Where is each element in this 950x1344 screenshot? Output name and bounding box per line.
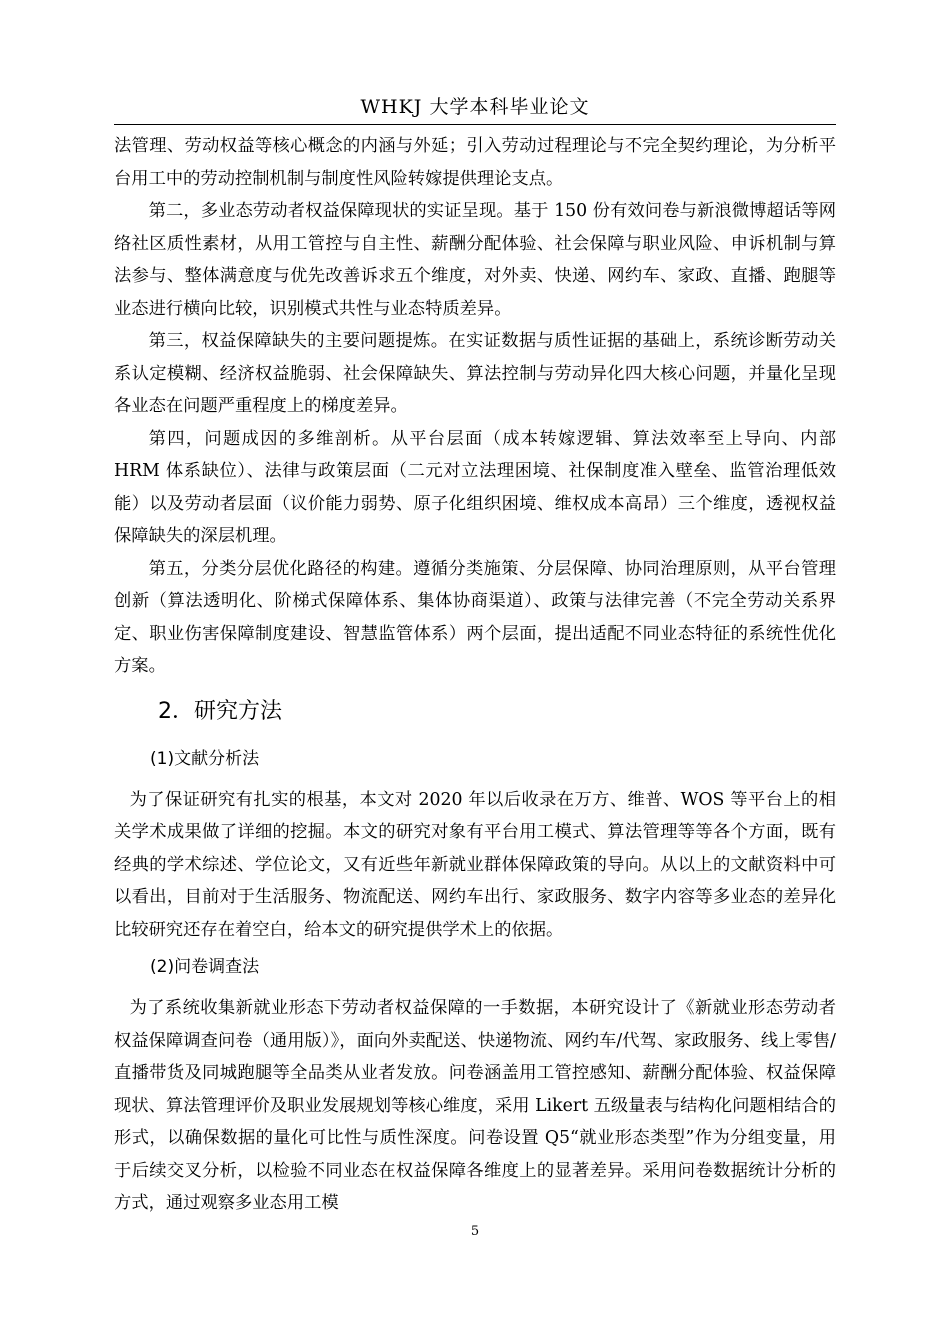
body-paragraph: 第四，问题成因的多维剖析。从平台层面（成本转嫁逻辑、算法效率至上导向、内部 HRM 体系缺位）、法律与政策层面（二元对立法理困境、社保制度准入壁垒、监管治理低效能）以及劳动者层面（议价能力弱势、原子化组织困境、维权成本高昂）三个维度，透视权益保障缺失的深层机理。 (114, 428, 836, 546)
page-header: WHKJ 大学本科毕业论文 (360, 96, 590, 118)
page-number: 5 (470, 1224, 480, 1239)
body-paragraph: 第三，权益保障缺失的主要问题提炼。在实证数据与质性证据的基础上，系统诊断劳动关系认定模糊、经济权益脆弱、社会保障缺失、算法控制与劳动异化四大核心问题，并量化呈现各业态在问题严重程度上的梯度差异。 (114, 331, 836, 416)
body-paragraph: 法管理、劳动权益等核心概念的内涵与外延；引入劳动过程理论与不完全契约理论，为分析平台用工中的劳动控制机制与制度性风险转嫁提供理论支点。 (114, 136, 836, 189)
body-paragraph: 为了保证研究有扎实的根基，本文对 2020 年以后收录在万方、维普、WOS 等平台上的相关学术成果做了详细的挖掘。本文的研究对象有平台用工模式、算法管理等等各个方面，既有经典的学术综述、学位论文，又有近些年新就业群体保障政策的导向。从以上的文献资料中可以看出，目前对于生活服务、物流配送、网约车出行、家政服务、数字内容等多业态的差异化比较研究还存在着空白，给本文的研究提供学术上的依据。 (114, 789, 836, 940)
body-paragraph: 为了系统收集新就业形态下劳动者权益保障的一手数据，本研究设计了《新就业形态劳动者权益保障调查问卷（通用版）》，面向外卖配送、快递物流、网约车/代驾、家政服务、线上零售/直播带货及同城跑腿等全品类从业者发放。问卷涵盖用工管控感知、薪酬分配体验、权益保障现状、算法管理评价及职业发展规划等核心维度，采用 Likert 五级量表与结构化问题相结合的形式，以确保数据的量化可比性与质性深度。问卷设置 Q5“就业形态类型”作为分组变量，用于后续交叉分析，以检验不同业态在权益保障各维度上的显著差异。采用问卷数据统计分析的方式，通过观察多业态用工模 (114, 998, 836, 1213)
subsection-heading: (2)问卷调查法 (150, 957, 260, 977)
body-paragraph: 第二，多业态劳动者权益保障现状的实证呈现。基于 150 份有效问卷与新浪微博超话等网络社区质性素材，从用工管控与自主性、薪酬分配体验、社会保障与职业风险、申诉机制与算法参与、整体满意度与优先改善诉求五个维度，对外卖、快递、网约车、家政、直播、跑腿等业态进行横向比较，识别模式共性与业态特质差异。 (114, 201, 836, 319)
page-body (114, 130, 836, 1220)
header-divider (114, 124, 836, 125)
body-paragraph: 第五，分类分层优化路径的构建。遵循分类施策、分层保障、协同治理原则，从平台管理创新（算法透明化、阶梯式保障体系、集体协商渠道）、政策与法律完善（不完全劳动关系界定、职业伤害保障制度建设、智慧监管体系）两个层面，提出适配不同业态特征的系统性优化方案。 (114, 558, 836, 676)
section-heading: 2．研究方法 (158, 698, 282, 724)
subsection-heading: (1)文献分析法 (150, 748, 260, 769)
